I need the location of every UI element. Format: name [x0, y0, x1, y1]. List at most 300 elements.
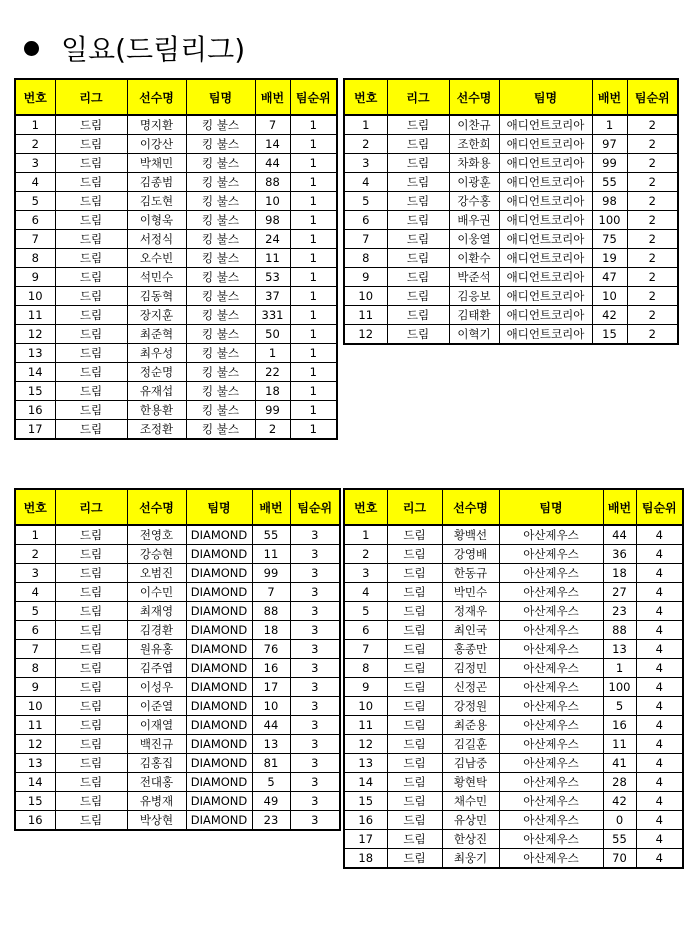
cell-jersey-number: 10 — [592, 287, 627, 306]
cell-jersey-number: 28 — [603, 773, 636, 792]
cell-number: 6 — [15, 211, 55, 230]
cell-league: 드림 — [55, 420, 127, 440]
cell-player-name: 김응보 — [449, 287, 499, 306]
table-row — [15, 773, 340, 792]
cell-jersey-number: 23 — [603, 602, 636, 621]
cell-league: 드림 — [55, 401, 127, 420]
cell-jersey-number: 55 — [252, 525, 290, 545]
cell-player-name: 한용환 — [127, 401, 186, 420]
cell-team-name: DIAMOND — [186, 564, 252, 583]
cell-player-name: 신정곤 — [442, 678, 499, 697]
cell-league: 드림 — [55, 621, 127, 640]
table-row — [15, 192, 337, 211]
table-row — [15, 344, 337, 363]
cell-number: 6 — [344, 211, 387, 230]
table-row — [15, 154, 337, 173]
cell-jersey-number: 1 — [592, 115, 627, 135]
table-row — [344, 659, 683, 678]
table-row — [344, 697, 683, 716]
header-jersey-number: 배번 — [255, 79, 290, 115]
cell-number: 10 — [15, 287, 55, 306]
page-title — [24, 28, 245, 68]
cell-number: 10 — [344, 697, 387, 716]
cell-team-name: DIAMOND — [186, 792, 252, 811]
cell-team-rank: 3 — [290, 754, 340, 773]
cell-jersey-number: 18 — [252, 621, 290, 640]
cell-player-name: 김동혁 — [127, 287, 186, 306]
table-row — [15, 382, 337, 401]
cell-team-rank: 1 — [290, 211, 337, 230]
cell-number: 8 — [15, 249, 55, 268]
cell-league: 드림 — [55, 306, 127, 325]
cell-player-name: 박준석 — [449, 268, 499, 287]
cell-league: 드림 — [55, 697, 127, 716]
table-row — [344, 287, 678, 306]
table-row — [344, 115, 678, 135]
table-row — [15, 173, 337, 192]
cell-team-rank: 4 — [636, 849, 683, 869]
cell-team-name: 아산제우스 — [499, 564, 603, 583]
cell-team-name: 아산제우스 — [499, 849, 603, 869]
cell-jersey-number: 42 — [592, 306, 627, 325]
cell-team-name: 애디언트코리아 — [499, 173, 592, 192]
cell-team-name: 애디언트코리아 — [499, 154, 592, 173]
cell-team-rank: 1 — [290, 325, 337, 344]
table-row — [15, 249, 337, 268]
cell-jersey-number: 99 — [255, 401, 290, 420]
cell-number: 1 — [344, 525, 387, 545]
cell-jersey-number: 76 — [252, 640, 290, 659]
cell-player-name: 최인국 — [442, 621, 499, 640]
cell-league: 드림 — [387, 735, 442, 754]
cell-team-rank: 4 — [636, 602, 683, 621]
cell-jersey-number: 70 — [603, 849, 636, 869]
cell-player-name: 강승현 — [127, 545, 186, 564]
cell-player-name: 최준혁 — [127, 325, 186, 344]
cell-team-name: DIAMOND — [186, 697, 252, 716]
cell-league: 드림 — [387, 211, 449, 230]
cell-number: 10 — [15, 697, 55, 716]
cell-league: 드림 — [55, 287, 127, 306]
table-row — [344, 830, 683, 849]
table-header-row — [344, 79, 678, 115]
table-header-row — [15, 79, 337, 115]
cell-player-name: 장지훈 — [127, 306, 186, 325]
cell-team-rank: 4 — [636, 545, 683, 564]
cell-jersey-number: 100 — [592, 211, 627, 230]
cell-team-name: 킹 불스 — [186, 268, 255, 287]
table-row — [15, 268, 337, 287]
cell-team-rank: 1 — [290, 173, 337, 192]
cell-league: 드림 — [387, 525, 442, 545]
cell-number: 12 — [15, 735, 55, 754]
cell-player-name: 김주엽 — [127, 659, 186, 678]
cell-team-name: 아산제우스 — [499, 830, 603, 849]
cell-jersey-number: 14 — [255, 135, 290, 154]
header-player-name: 선수명 — [442, 489, 499, 525]
cell-league: 드림 — [55, 268, 127, 287]
cell-number: 5 — [344, 192, 387, 211]
cell-jersey-number: 98 — [592, 192, 627, 211]
cell-team-rank: 1 — [290, 420, 337, 440]
table-row — [344, 602, 683, 621]
cell-number: 11 — [344, 716, 387, 735]
cell-jersey-number: 50 — [255, 325, 290, 344]
cell-team-rank: 3 — [290, 621, 340, 640]
cell-team-name: DIAMOND — [186, 735, 252, 754]
cell-team-rank: 3 — [290, 811, 340, 831]
cell-number: 9 — [344, 268, 387, 287]
cell-team-name: 킹 불스 — [186, 115, 255, 135]
cell-league: 드림 — [387, 602, 442, 621]
table-row — [15, 401, 337, 420]
cell-jersey-number: 97 — [592, 135, 627, 154]
roster-table-king-bulls — [14, 78, 338, 440]
cell-team-name: 아산제우스 — [499, 640, 603, 659]
cell-league: 드림 — [387, 325, 449, 345]
cell-team-name: DIAMOND — [186, 659, 252, 678]
cell-team-name: 아산제우스 — [499, 697, 603, 716]
cell-jersey-number: 24 — [255, 230, 290, 249]
table-row — [344, 640, 683, 659]
cell-league: 드림 — [55, 583, 127, 602]
cell-number: 7 — [344, 230, 387, 249]
header-league: 리그 — [55, 489, 127, 525]
cell-team-rank: 4 — [636, 640, 683, 659]
cell-jersey-number: 1 — [603, 659, 636, 678]
cell-jersey-number: 15 — [592, 325, 627, 345]
bullet-icon — [24, 41, 39, 56]
header-team-name: 팀명 — [186, 489, 252, 525]
cell-jersey-number: 18 — [255, 382, 290, 401]
cell-player-name: 강정원 — [442, 697, 499, 716]
table-row — [15, 754, 340, 773]
cell-league: 드림 — [55, 811, 127, 831]
cell-jersey-number: 41 — [603, 754, 636, 773]
cell-jersey-number: 7 — [252, 583, 290, 602]
cell-number: 5 — [15, 192, 55, 211]
table-row — [344, 211, 678, 230]
table-row — [344, 678, 683, 697]
cell-player-name: 황백선 — [442, 525, 499, 545]
cell-number: 1 — [15, 525, 55, 545]
cell-league: 드림 — [55, 173, 127, 192]
cell-team-rank: 3 — [290, 583, 340, 602]
table-row — [15, 545, 340, 564]
cell-league: 드림 — [387, 754, 442, 773]
cell-player-name: 이재열 — [127, 716, 186, 735]
cell-player-name: 명지환 — [127, 115, 186, 135]
roster-table-diamond — [14, 488, 341, 831]
cell-number: 8 — [344, 249, 387, 268]
cell-team-name: DIAMOND — [186, 678, 252, 697]
cell-team-name: 애디언트코리아 — [499, 249, 592, 268]
cell-team-name: 킹 불스 — [186, 306, 255, 325]
cell-league: 드림 — [55, 564, 127, 583]
cell-player-name: 김태환 — [449, 306, 499, 325]
cell-number: 7 — [344, 640, 387, 659]
cell-number: 17 — [344, 830, 387, 849]
cell-player-name: 최우성 — [127, 344, 186, 363]
table-row — [344, 716, 683, 735]
header-team-rank: 팀순위 — [290, 489, 340, 525]
header-player-name: 선수명 — [127, 489, 186, 525]
cell-team-name: DIAMOND — [186, 811, 252, 831]
cell-player-name: 원유홍 — [127, 640, 186, 659]
cell-team-rank: 2 — [627, 287, 678, 306]
table-row — [15, 811, 340, 831]
cell-player-name: 김경환 — [127, 621, 186, 640]
header-number: 번호 — [344, 79, 387, 115]
cell-team-rank: 3 — [290, 716, 340, 735]
cell-jersey-number: 88 — [252, 602, 290, 621]
cell-number: 7 — [15, 640, 55, 659]
cell-player-name: 김종범 — [127, 173, 186, 192]
cell-team-rank: 3 — [290, 564, 340, 583]
cell-league: 드림 — [55, 735, 127, 754]
cell-team-rank: 3 — [290, 697, 340, 716]
header-jersey-number: 배번 — [252, 489, 290, 525]
cell-player-name: 황현탁 — [442, 773, 499, 792]
cell-jersey-number: 0 — [603, 811, 636, 830]
cell-number: 6 — [344, 621, 387, 640]
cell-team-name: DIAMOND — [186, 525, 252, 545]
cell-number: 4 — [344, 583, 387, 602]
cell-team-rank: 3 — [290, 773, 340, 792]
cell-team-name: 아산제우스 — [499, 773, 603, 792]
header-number: 번호 — [344, 489, 387, 525]
cell-number: 9 — [15, 678, 55, 697]
cell-team-rank: 1 — [290, 115, 337, 135]
cell-number: 8 — [15, 659, 55, 678]
cell-team-rank: 2 — [627, 230, 678, 249]
cell-number: 5 — [344, 602, 387, 621]
cell-league: 드림 — [387, 173, 449, 192]
table-row — [15, 211, 337, 230]
cell-player-name: 정재우 — [442, 602, 499, 621]
cell-league: 드림 — [55, 230, 127, 249]
cell-team-name: 킹 불스 — [186, 173, 255, 192]
cell-league: 드림 — [387, 135, 449, 154]
table-row — [15, 564, 340, 583]
cell-jersey-number: 23 — [252, 811, 290, 831]
cell-team-name: 아산제우스 — [499, 735, 603, 754]
cell-team-name: 애디언트코리아 — [499, 230, 592, 249]
cell-team-name: 아산제우스 — [499, 621, 603, 640]
cell-player-name: 유병재 — [127, 792, 186, 811]
header-team-rank: 팀순위 — [636, 489, 683, 525]
cell-league: 드림 — [55, 363, 127, 382]
table-row — [344, 754, 683, 773]
cell-jersey-number: 19 — [592, 249, 627, 268]
cell-league: 드림 — [387, 287, 449, 306]
table-row — [344, 306, 678, 325]
cell-league: 드림 — [55, 154, 127, 173]
cell-jersey-number: 11 — [603, 735, 636, 754]
cell-player-name: 채수민 — [442, 792, 499, 811]
cell-player-name: 유상민 — [442, 811, 499, 830]
cell-league: 드림 — [55, 115, 127, 135]
cell-player-name: 백진규 — [127, 735, 186, 754]
cell-number: 15 — [15, 382, 55, 401]
cell-team-rank: 2 — [627, 211, 678, 230]
table-row — [15, 716, 340, 735]
cell-team-rank: 3 — [290, 659, 340, 678]
cell-team-name: 아산제우스 — [499, 792, 603, 811]
cell-team-rank: 2 — [627, 115, 678, 135]
cell-team-rank: 2 — [627, 192, 678, 211]
cell-team-rank: 3 — [290, 545, 340, 564]
cell-team-name: 애디언트코리아 — [499, 306, 592, 325]
table-row — [344, 249, 678, 268]
table-row — [15, 640, 340, 659]
table-row — [344, 154, 678, 173]
cell-league: 드림 — [387, 564, 442, 583]
cell-team-rank: 3 — [290, 602, 340, 621]
cell-league: 드림 — [387, 849, 442, 869]
cell-number: 4 — [15, 583, 55, 602]
cell-player-name: 홍종만 — [442, 640, 499, 659]
table-row — [15, 602, 340, 621]
cell-league: 드림 — [387, 659, 442, 678]
cell-number: 11 — [15, 716, 55, 735]
roster-table-asan-zeus — [343, 488, 684, 869]
cell-player-name: 최준용 — [442, 716, 499, 735]
cell-league: 드림 — [387, 115, 449, 135]
cell-player-name: 전대홍 — [127, 773, 186, 792]
cell-number: 16 — [344, 811, 387, 830]
cell-player-name: 이형욱 — [127, 211, 186, 230]
cell-player-name: 차화용 — [449, 154, 499, 173]
header-team-name: 팀명 — [499, 79, 592, 115]
cell-team-rank: 1 — [290, 268, 337, 287]
cell-league: 드림 — [55, 344, 127, 363]
cell-jersey-number: 13 — [252, 735, 290, 754]
cell-team-name: 아산제우스 — [499, 525, 603, 545]
cell-jersey-number: 100 — [603, 678, 636, 697]
cell-jersey-number: 99 — [592, 154, 627, 173]
cell-player-name: 오수빈 — [127, 249, 186, 268]
cell-player-name: 이찬규 — [449, 115, 499, 135]
table-row — [344, 621, 683, 640]
cell-team-rank: 1 — [290, 344, 337, 363]
cell-number: 6 — [15, 621, 55, 640]
cell-jersey-number: 49 — [252, 792, 290, 811]
cell-jersey-number: 5 — [252, 773, 290, 792]
cell-player-name: 박상현 — [127, 811, 186, 831]
cell-player-name: 이성우 — [127, 678, 186, 697]
cell-team-name: 킹 불스 — [186, 420, 255, 440]
table-row — [15, 678, 340, 697]
cell-team-rank: 4 — [636, 716, 683, 735]
cell-team-rank: 1 — [290, 135, 337, 154]
cell-player-name: 김남중 — [442, 754, 499, 773]
cell-league: 드림 — [55, 135, 127, 154]
cell-league: 드림 — [387, 545, 442, 564]
cell-league: 드림 — [55, 545, 127, 564]
header-jersey-number: 배번 — [603, 489, 636, 525]
table-row — [15, 306, 337, 325]
cell-team-rank: 3 — [290, 640, 340, 659]
cell-player-name: 박민수 — [442, 583, 499, 602]
table-row — [15, 792, 340, 811]
cell-team-rank: 3 — [290, 525, 340, 545]
cell-number: 14 — [344, 773, 387, 792]
cell-team-rank: 3 — [290, 678, 340, 697]
table-row — [15, 621, 340, 640]
cell-player-name: 배우권 — [449, 211, 499, 230]
cell-player-name: 조정환 — [127, 420, 186, 440]
cell-team-name: 킹 불스 — [186, 249, 255, 268]
cell-jersey-number: 44 — [255, 154, 290, 173]
cell-league: 드림 — [387, 192, 449, 211]
table-row — [344, 192, 678, 211]
cell-number: 13 — [15, 344, 55, 363]
cell-league: 드림 — [387, 621, 442, 640]
cell-team-name: 아산제우스 — [499, 811, 603, 830]
cell-jersey-number: 1 — [255, 344, 290, 363]
cell-league: 드림 — [55, 773, 127, 792]
cell-team-rank: 4 — [636, 735, 683, 754]
cell-league: 드림 — [55, 211, 127, 230]
cell-league: 드림 — [55, 792, 127, 811]
cell-player-name: 조한희 — [449, 135, 499, 154]
cell-jersey-number: 7 — [255, 115, 290, 135]
cell-jersey-number: 2 — [255, 420, 290, 440]
cell-player-name: 이강산 — [127, 135, 186, 154]
cell-team-name: 킹 불스 — [186, 344, 255, 363]
cell-team-rank: 1 — [290, 192, 337, 211]
cell-team-name: DIAMOND — [186, 754, 252, 773]
cell-player-name: 오범진 — [127, 564, 186, 583]
table-row — [344, 792, 683, 811]
header-league: 리그 — [387, 489, 442, 525]
header-team-name: 팀명 — [186, 79, 255, 115]
cell-team-rank: 4 — [636, 792, 683, 811]
cell-number: 12 — [15, 325, 55, 344]
cell-number: 2 — [15, 545, 55, 564]
cell-jersey-number: 10 — [255, 192, 290, 211]
cell-number: 10 — [344, 287, 387, 306]
table-row — [15, 420, 337, 440]
cell-number: 3 — [15, 154, 55, 173]
cell-team-rank: 4 — [636, 659, 683, 678]
cell-league: 드림 — [55, 754, 127, 773]
cell-number: 1 — [344, 115, 387, 135]
cell-team-name: DIAMOND — [186, 773, 252, 792]
cell-league: 드림 — [55, 382, 127, 401]
cell-jersey-number: 13 — [603, 640, 636, 659]
cell-team-rank: 2 — [627, 268, 678, 287]
cell-player-name: 김길훈 — [442, 735, 499, 754]
cell-team-name: DIAMOND — [186, 602, 252, 621]
cell-jersey-number: 17 — [252, 678, 290, 697]
cell-jersey-number: 53 — [255, 268, 290, 287]
cell-league: 드림 — [387, 697, 442, 716]
cell-league: 드림 — [387, 249, 449, 268]
table-row — [344, 564, 683, 583]
cell-jersey-number: 37 — [255, 287, 290, 306]
table-row — [15, 287, 337, 306]
cell-jersey-number: 55 — [603, 830, 636, 849]
cell-league: 드림 — [387, 716, 442, 735]
cell-number: 8 — [344, 659, 387, 678]
cell-number: 3 — [344, 564, 387, 583]
cell-team-name: 아산제우스 — [499, 602, 603, 621]
cell-jersey-number: 11 — [255, 249, 290, 268]
cell-team-name: 아산제우스 — [499, 583, 603, 602]
table-row — [344, 735, 683, 754]
